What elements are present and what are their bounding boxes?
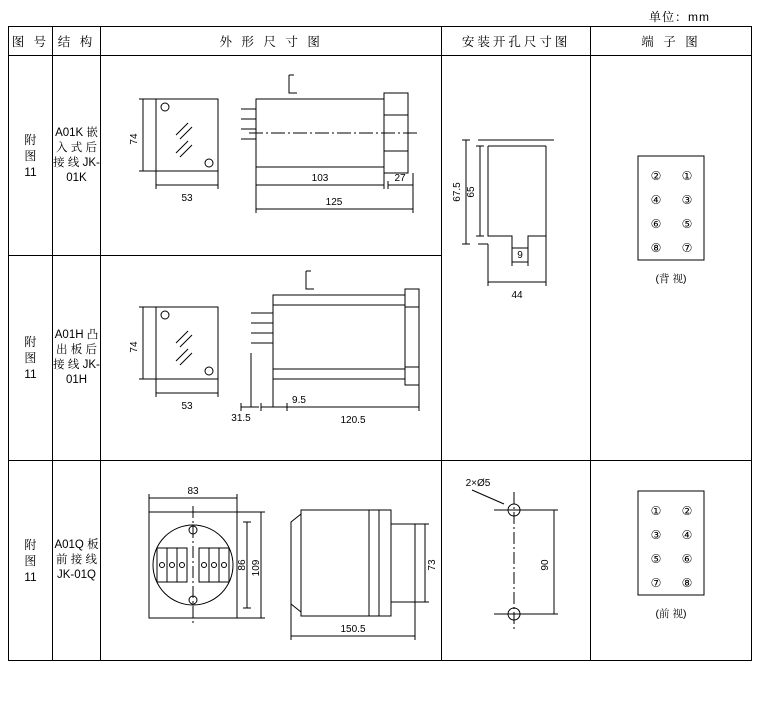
structure-desc-char: 后 [85, 141, 97, 154]
terminal-number: ⑧ [650, 241, 662, 255]
dim-65: 65 [466, 186, 478, 198]
outline-drawing-1 [101, 57, 441, 255]
structure-model: JK-01Q [57, 569, 96, 581]
structure-desc-char: 凸 [86, 329, 99, 341]
dim-31-5: 31.5 [231, 412, 251, 424]
fig-no-char: 附 [24, 537, 37, 552]
structure-desc-char: 线 [85, 554, 97, 566]
terminal-diagram-3 [592, 471, 750, 651]
fig-no-cell-3 [9, 461, 53, 661]
dim-44: 44 [511, 290, 523, 301]
structure-desc-char: 接 [53, 359, 65, 371]
structure-cell-3 [52, 461, 100, 661]
mounting-hole-drawing-1 [442, 58, 588, 458]
structure-desc-char: 出 [56, 344, 68, 356]
header-structure: 结 构 [52, 27, 100, 56]
table-row [9, 56, 752, 256]
terminal-number: ⑤ [681, 217, 693, 231]
dim-125: 125 [325, 196, 343, 208]
outline-drawing-cell-3 [101, 461, 442, 661]
hole-note: 2×Ø5 [465, 477, 491, 489]
terminal-number: ① [681, 169, 693, 183]
terminal-number: ② [681, 503, 693, 518]
structure-desc-char: 接 [70, 554, 83, 566]
unit-label: 单位：mm [649, 10, 710, 24]
mounting-hole-cell-1 [442, 56, 591, 461]
structure-model: JK-01K [66, 156, 100, 184]
dim-150-5: 150.5 [340, 623, 366, 635]
dim-67-5: 67.5 [452, 182, 464, 202]
terminal-number: ④ [650, 193, 662, 207]
dim-103: 103 [311, 172, 329, 184]
structure-code: A01K [55, 126, 84, 139]
terminal-number: ⑦ [681, 241, 693, 255]
structure-desc-char: 板 [87, 539, 99, 551]
structure-desc-char: 式 [70, 141, 83, 154]
terminal-view-note: (背 视) [655, 273, 687, 285]
terminal-number: ① [650, 503, 662, 518]
terminal-view-note: (前 视) [655, 607, 687, 620]
mounting-hole-drawing-3 [442, 462, 588, 660]
structure-desc-char: 线 [67, 359, 80, 371]
dim-9-5: 9.5 [292, 394, 307, 406]
dim-74: 74 [129, 132, 141, 145]
terminal-number: ⑤ [650, 551, 662, 566]
fig-no-char: 11 [24, 164, 37, 179]
dim-9: 9 [517, 250, 523, 261]
table-row [9, 461, 752, 661]
fig-no-char: 图 [24, 553, 37, 568]
structure-desc-char: 板 [70, 344, 83, 356]
terminal-number: ② [650, 169, 662, 183]
structure-cell-1 [52, 56, 100, 256]
structure-desc-char: 接 [53, 156, 65, 169]
structure-desc-char: 线 [67, 156, 80, 169]
terminal-number: ⑥ [681, 551, 693, 566]
fig-no-char: 图 [24, 148, 37, 163]
dim-73: 73 [427, 558, 439, 571]
structure-code: A01Q [54, 539, 84, 551]
structure-desc-char: 嵌 [86, 126, 98, 139]
terminal-number: ⑧ [681, 575, 693, 590]
table-header-row [9, 27, 752, 56]
structure-desc-char: 入 [56, 141, 68, 154]
terminal-cell-1 [591, 56, 752, 461]
dimension-table [8, 26, 752, 661]
structure-model: JK-01H [65, 359, 100, 386]
terminal-cell-3 [591, 461, 752, 661]
dim-83: 83 [187, 485, 199, 497]
fig-no-cell-1 [9, 56, 53, 256]
terminal-number: ④ [681, 527, 693, 542]
fig-no-char: 附 [24, 335, 37, 349]
terminal-diagram-1 [592, 148, 750, 298]
structure-code: A01H [54, 329, 84, 341]
dim-27: 27 [394, 172, 406, 184]
structure-desc-char: 后 [85, 344, 97, 356]
dim-109: 109 [251, 559, 263, 576]
dim-53: 53 [181, 400, 193, 412]
dim-86: 86 [237, 558, 249, 571]
fig-no-char: 图 [24, 351, 37, 365]
fig-no-char: 11 [24, 569, 37, 584]
fig-no-char: 11 [24, 367, 37, 381]
dim-53: 53 [181, 192, 193, 204]
terminal-number: ⑦ [650, 575, 662, 590]
structure-cell-2 [52, 256, 100, 461]
outline-drawing-3 [101, 462, 441, 660]
dim-90: 90 [540, 558, 552, 571]
terminal-number: ③ [650, 527, 662, 542]
outline-drawing-cell-2 [101, 256, 442, 461]
dim-74: 74 [129, 340, 141, 353]
mounting-hole-cell-3 [442, 461, 591, 661]
terminal-number: ⑥ [650, 217, 662, 231]
header-fig-no: 图 号 [9, 27, 53, 56]
outline-drawing-cell-1 [101, 56, 442, 256]
fig-no-cell-2 [9, 256, 53, 461]
fig-no-char: 附 [24, 132, 37, 147]
structure-desc-char: 前 [56, 554, 68, 566]
header-terminal: 端 子 图 [591, 27, 752, 56]
header-mounting-hole: 安装开孔尺寸图 [442, 27, 591, 56]
outline-drawing-2 [101, 257, 441, 460]
dim-120-5: 120.5 [340, 414, 366, 426]
header-outline: 外 形 尺 寸 图 [101, 27, 442, 56]
terminal-number: ③ [681, 193, 693, 207]
